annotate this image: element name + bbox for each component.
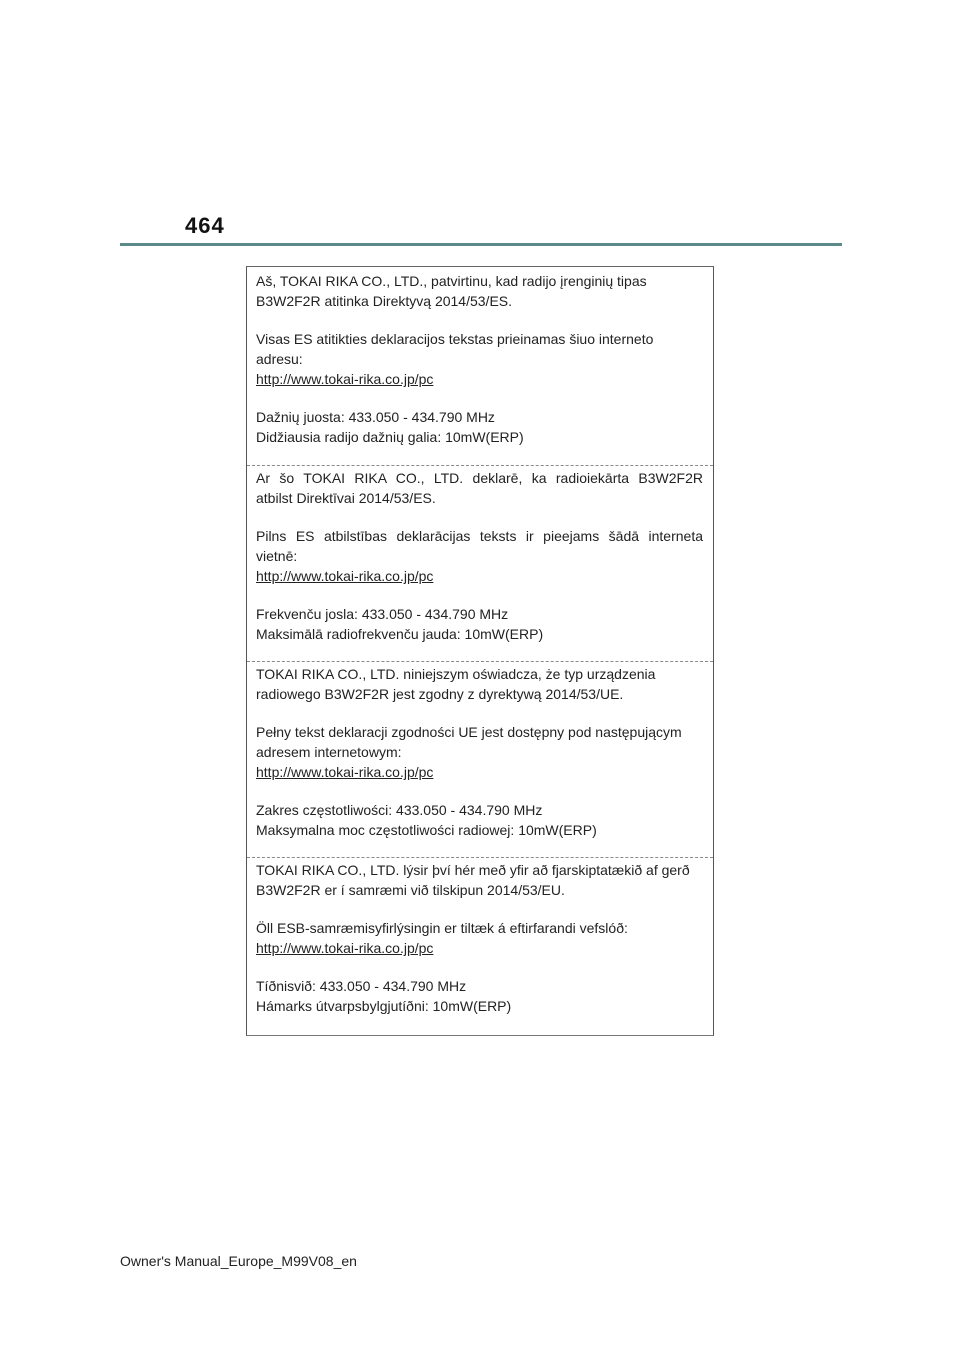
statement-line: TOKAI RIKA CO., LTD. niniejszym oświadcza, że typ urządzenia (256, 666, 656, 682)
declaration-section-icelandic (247, 857, 713, 1035)
max-power: Didžiausia radijo dažnių galia: 10mW(ERP) (256, 429, 524, 445)
conformity-statement (256, 271, 703, 311)
radio-specs (256, 800, 703, 840)
availability-text (256, 329, 703, 389)
declaration-section-polish (247, 661, 713, 857)
statement-line: radiowego B3W2F2R jest zgodny z dyrektywą 2014/53/UE. (256, 686, 624, 702)
declaration-url-link[interactable]: http://www.tokai-rika.co.jp/pc (256, 371, 434, 387)
availability-line: adresu: (256, 351, 303, 367)
footer-document-id: Owner's Manual_Europe_M99V08_en (120, 1253, 357, 1269)
availability-line: vietnē: (256, 548, 298, 564)
statement-line: Aš, TOKAI RIKA CO., LTD., patvirtinu, kad radijo įrenginių tipas (256, 273, 647, 289)
page-number: 464 (185, 213, 225, 238)
frequency-band: Zakres częstotliwości: 433.050 - 434.790 MHz (256, 802, 543, 818)
availability-line: Öll ESB-samræmisyfirlýsingin er tiltæk á eftirfarandi vefslóð: (256, 920, 628, 936)
declaration-section-latvian (247, 465, 713, 661)
declaration-box (246, 266, 714, 1036)
declaration-url-link[interactable]: http://www.tokai-rika.co.jp/pc (256, 568, 434, 584)
availability-line: Pilns ES atbilstības deklarācijas teksts ir pieejams šādā interneta (256, 528, 703, 544)
max-power: Maksimālā radiofrekvenču jauda: 10mW(ERP) (256, 626, 544, 642)
conformity-statement (256, 860, 703, 900)
statement-line: B3W2F2R atitinka Direktyvą 2014/53/ES. (256, 293, 513, 309)
conformity-statement (256, 468, 703, 508)
header-rule (120, 243, 842, 246)
frequency-band: Frekvenču josla: 433.050 - 434.790 MHz (256, 606, 509, 622)
statement-line: B3W2F2R er í samræmi við tilskipun 2014/53/EU. (256, 882, 565, 898)
availability-line: Visas ES atitikties deklaracijos tekstas prieinamas šiuo interneto (256, 331, 654, 347)
radio-specs (256, 976, 703, 1016)
max-power: Maksymalna moc częstotliwości radiowej: 10mW(ERP) (256, 822, 597, 838)
conformity-statement (256, 664, 703, 704)
statement-line: atbilst Direktīvai 2014/53/ES. (256, 490, 436, 506)
declaration-section-lithuanian (247, 271, 713, 465)
availability-text (256, 918, 703, 958)
frequency-band: Dažnių juosta: 433.050 - 434.790 MHz (256, 409, 495, 425)
declaration-url-link[interactable]: http://www.tokai-rika.co.jp/pc (256, 764, 434, 780)
availability-line: adresem internetowym: (256, 744, 402, 760)
max-power: Hámarks útvarpsbylgjutíðni: 10mW(ERP) (256, 998, 512, 1014)
statement-line: Ar šo TOKAI RIKA CO., LTD. deklarē, ka radioiekārta B3W2F2R (256, 470, 703, 486)
frequency-band: Tíðnisvið: 433.050 - 434.790 MHz (256, 978, 467, 994)
availability-text (256, 526, 703, 586)
availability-text (256, 722, 703, 782)
availability-line: Pełny tekst deklaracji zgodności UE jest dostępny pod następującym (256, 724, 682, 740)
radio-specs (256, 407, 703, 447)
declaration-url-link[interactable]: http://www.tokai-rika.co.jp/pc (256, 940, 434, 956)
radio-specs (256, 604, 703, 644)
statement-line: TOKAI RIKA CO., LTD. lýsir því hér með yfir að fjarskiptatækið af gerð (256, 862, 690, 878)
